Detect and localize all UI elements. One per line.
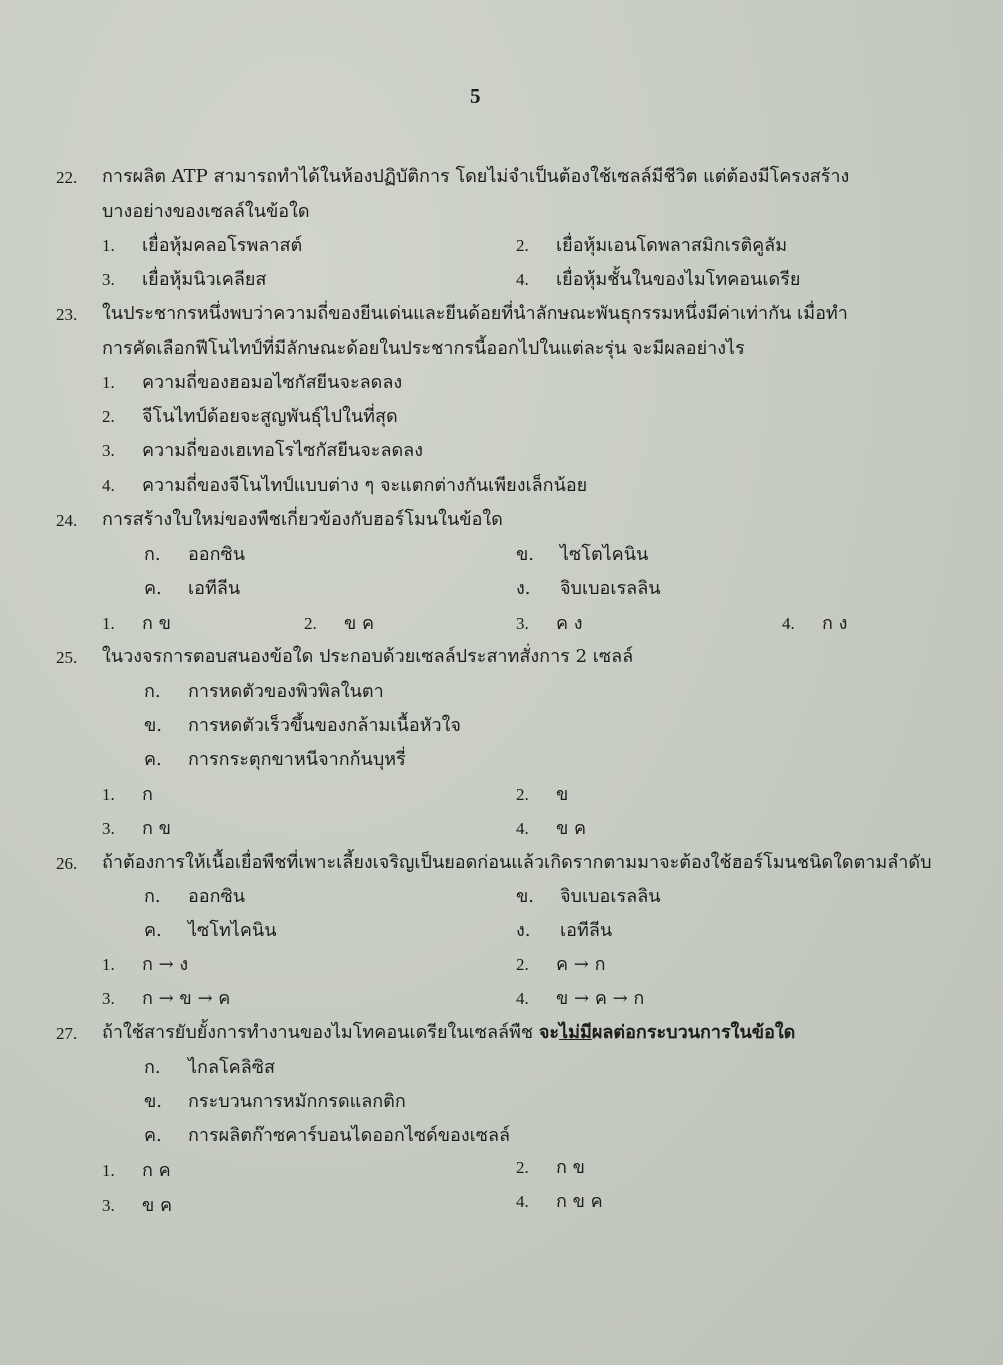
question-text: การคัดเลือกฟีโนไทป์ที่มีลักษณะด้อยในประชากรนี้ออกไปในแต่ละรุ่น จะมีผลอย่างไร xyxy=(102,338,745,359)
question-text: การผลิต ATP สามารถทำได้ในห้องปฏิบัติการ โดยไม่จำเป็นต้องใช้เซลล์มีชีวิต แต่ต้องมีโครงสร้าง xyxy=(102,166,850,187)
question-text: การสร้างใบใหม่ของพืชเกี่ยวข้องกับฮอร์โมนในข้อใด xyxy=(102,509,503,530)
choice: 2. ข xyxy=(516,784,569,805)
choice: 3. ก ข xyxy=(102,818,171,839)
choice: 1. ก xyxy=(102,784,153,805)
question-number: 27. xyxy=(56,1024,78,1043)
sub-item: ก. การหดตัวของพิวพิลในตา xyxy=(144,681,384,702)
question-text: ถ้าใช้สารยับยั้งการทำงานของไมโทคอนเดรียในเซลล์พืช จะไม่มีผลต่อกระบวนการในข้อใด xyxy=(102,1022,796,1043)
choice: 1. เยื่อหุ้มคลอโรพลาสต์ xyxy=(102,235,303,256)
sub-item: ข. จิบเบอเรลลิน xyxy=(516,886,661,907)
choice: 4. ความถี่ของจีโนไทป์แบบต่าง ๆ จะแตกต่างกันเพียงเล็กน้อย xyxy=(102,475,588,496)
choice: 2. ก ข xyxy=(516,1157,585,1178)
sub-item: ก. ไกลโคลิซิส xyxy=(144,1057,275,1078)
choice: 1. ก ค xyxy=(102,1160,171,1181)
page-number: 5 xyxy=(470,84,481,108)
choice: 1. ก ข xyxy=(102,613,171,634)
choice: 3. ก → ข → ค xyxy=(102,988,231,1009)
sub-item: ค. ไซโทไคนิน xyxy=(144,920,277,941)
choice: 1. ก → ง xyxy=(102,954,189,975)
question-number: 22. xyxy=(56,168,78,187)
question-number: 23. xyxy=(56,305,78,324)
sub-item: ข. กระบวนการหมักกรดแลกติก xyxy=(144,1091,406,1112)
choice: 4. ข ค xyxy=(516,818,587,839)
sub-item: ง. เอทีลีน xyxy=(516,920,613,941)
sub-item: ข. การหดตัวเร็วขึ้นของกล้ามเนื้อหัวใจ xyxy=(144,715,461,736)
choice: 4. เยื่อหุ้มชั้นในของไมโทคอนเดรีย xyxy=(516,269,801,290)
question-text: บางอย่างของเซลล์ในข้อใด xyxy=(102,201,310,222)
sub-item: ค. การกระตุกขาหนีจากก้นบุหรี่ xyxy=(144,749,406,770)
sub-item: ค. เอทีลีน xyxy=(144,578,241,599)
sub-item: ค. การผลิตก๊าซคาร์บอนไดออกไซด์ของเซลล์ xyxy=(144,1125,511,1146)
sub-item: ก. ออกซิน xyxy=(144,544,246,565)
question-number: 25. xyxy=(56,648,78,667)
emphasis-underline: ไม่มี xyxy=(559,1022,592,1043)
choice: 1. ความถี่ของฮอมอไซกัสยีนจะลดลง xyxy=(102,372,403,393)
choice: 3. เยื่อหุ้มนิวเคลียส xyxy=(102,269,267,290)
question-number: 24. xyxy=(56,511,78,530)
choice: 4. ข → ค → ก xyxy=(516,988,645,1009)
choice: 3. ข ค xyxy=(102,1195,173,1216)
choice: 3. ความถี่ของเฮเทอโรไซกัสยีนจะลดลง xyxy=(102,440,423,461)
question-text: ถ้าต้องการให้เนื้อเยื่อพืชที่เพาะเลี้ยงเจริญเป็นยอดก่อนแล้วเกิดรากตามมาจะต้องใช้ฮอร์โมนชนิดใดตามลำดับ xyxy=(102,852,932,873)
choice: 4. ก ง xyxy=(782,613,848,634)
sub-item: ก. ออกซิน xyxy=(144,886,246,907)
choice: 2. เยื่อหุ้มเอนโดพลาสมิกเรติคูลัม xyxy=(516,235,788,256)
choice: 2. ค → ก xyxy=(516,954,606,975)
sub-item: ข. ไซโตไคนิน xyxy=(516,544,649,565)
choice: 2. จีโนไทป์ด้อยจะสูญพันธุ์ไปในที่สุด xyxy=(102,406,398,427)
choice: 2. ข ค xyxy=(304,613,375,634)
choice: 4. ก ข ค xyxy=(516,1191,603,1212)
sub-item: ง. จิบเบอเรลลิน xyxy=(516,578,661,599)
question-text: ในวงจรการตอบสนองข้อใด ประกอบด้วยเซลล์ประสาทสั่งการ 2 เซลล์ xyxy=(102,646,634,667)
question-number: 26. xyxy=(56,854,78,873)
question-text: ในประชากรหนึ่งพบว่าความถี่ของยีนเด่นและยีนด้อยที่นำลักษณะพันธุกรรมหนึ่งมีค่าเท่ากัน เมื่อทำ xyxy=(102,303,848,324)
choice: 3. ค ง xyxy=(516,613,583,634)
